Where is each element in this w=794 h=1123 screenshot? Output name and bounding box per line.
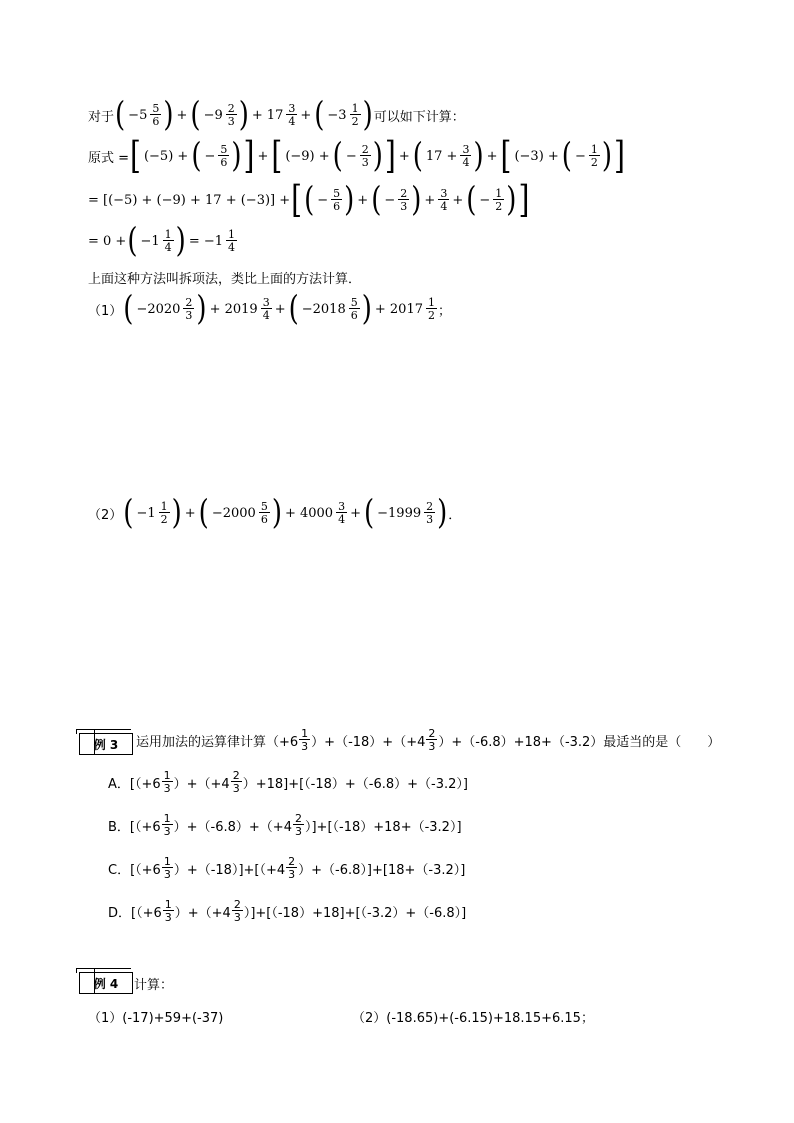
fraction: $\frac{1}{2}$ <box>160 500 168 526</box>
step3-result: = −1 <box>188 233 224 249</box>
option-c[interactable]: C．[（+6 $\frac{1}{3}$ ）+（-18）]+[（+4 $\frac{2}{3}$ ）+（-6.8）]+[18+（-3.2）] <box>108 855 466 881</box>
example-4-stem: 计算： <box>134 978 174 993</box>
method-note: 上面这种方法叫拆项法，类比上面的方法计算． <box>88 272 362 287</box>
term-whole: 17 <box>266 107 284 123</box>
fraction: $\frac{2}{3}$ <box>400 187 408 213</box>
question-2: （2） ( −1 $\frac{1}{2}$ ) + ( −2000 $\frac{5}{6}$ ) + 4000 $\frac{3}{4}$ + ( −1999 $\frac{2}{3}$ ) ． <box>88 493 462 533</box>
fraction: $\frac{2}{3}$ <box>361 143 369 169</box>
example-3-label: 例 3 <box>79 733 133 755</box>
question-end: ； <box>438 303 452 319</box>
example-3-stem: 运用加法的运算律计算（+6 $\frac{1}{3}$ ）+（-18）+（+4 $\frac{2}{3}$ ）+（-6.8）+18+（-3.2）最适当的是（ ） <box>136 727 721 753</box>
intro-line: 对于 ( −5 $\frac{5}{6}$ ) + ( −9 $\frac{2}{3}$ ) + 17 $\frac{3}{4}$ + ( −3 $\frac{1}{2}$ ) 可以如下计算： <box>88 95 465 135</box>
fraction: $\frac{1}{2}$ <box>428 296 435 322</box>
paren-open: ( <box>115 95 126 135</box>
question-label: （1） <box>88 303 123 319</box>
fraction: $\frac{1}{2}$ <box>351 102 359 128</box>
fraction: $\frac{2}{3}$ <box>426 500 434 526</box>
fraction: $\frac{1}{3}$ <box>163 769 171 795</box>
fraction: $\frac{5}{6}$ <box>220 143 228 169</box>
step-line-1: 原式 = [ (−5) + ( − $\frac{5}{6}$ ) ] + [ (−9) + ( − $\frac{2}{3}$ ) ] + ( 17 + $\frac{3}{4}$ ) + [ (−3) + ( − $\frac{1}{2}$ ) ] <box>88 133 625 178</box>
option-b[interactable]: B．[（+6 $\frac{1}{3}$ ）+（-6.8）+（+4 $\frac{2}{3}$ ）]+[（-18）+18+（-3.2）] <box>108 812 462 838</box>
fraction: $\frac{3}{4}$ <box>338 500 346 526</box>
intro-suffix: 可以如下计算： <box>373 109 465 125</box>
fraction: $\frac{2}{3}$ <box>233 898 241 924</box>
fraction: $\frac{3}{4}$ <box>440 187 448 213</box>
example-4-q1: （1）(-17)+59+(-37) <box>88 1011 224 1026</box>
option-a[interactable]: A．[（+6 $\frac{1}{3}$ ）+（+4 $\frac{2}{3}$ ）+18]+[（-18）+（-6.8）+（-3.2）] <box>108 769 468 795</box>
fraction: $\frac{2}{3}$ <box>185 296 193 322</box>
term-whole: −9 <box>203 107 223 123</box>
fraction: $\frac{1}{3}$ <box>163 855 171 881</box>
question-label: （2） <box>88 507 123 523</box>
origin-label: 原式 = <box>88 150 130 166</box>
fraction: $\frac{2}{3}$ <box>288 855 296 881</box>
step-line-3: = 0 + ( −1 $\frac{1}{4}$ ) = −1 $\frac{1}{4}$ <box>88 221 236 261</box>
step2-text: = [(−5) + (−9) + 17 + (−3)] + <box>88 192 291 208</box>
fraction: $\frac{3}{4}$ <box>262 296 270 322</box>
fraction: $\frac{2}{3}$ <box>428 727 436 753</box>
paren-open: ( <box>314 95 325 135</box>
question-1: （1） ( −2020 $\frac{2}{3}$ ) + 2019 $\frac{3}{4}$ + ( −2018 $\frac{5}{6}$ ) + 2017 $\frac{1}{2}$ ； <box>88 289 452 329</box>
paren-close: ) <box>362 95 373 135</box>
fraction: $\frac{5}{6}$ <box>152 102 160 128</box>
term-whole: −5 <box>128 107 148 123</box>
fraction: $\frac{5}{6}$ <box>333 187 341 213</box>
intro-prefix: 对于 <box>88 109 115 125</box>
example-4-q2: （2）(-18.65)+(-6.15)+18.15+6.15； <box>352 1011 594 1026</box>
option-d[interactable]: D．[（+6 $\frac{1}{3}$ ）+（+4 $\frac{2}{3}$ ）]+[（-18）+18]+[（-3.2）+（-6.8）] <box>108 898 467 924</box>
fraction: $\frac{1}{3}$ <box>301 727 309 753</box>
fraction: $\frac{5}{6}$ <box>350 296 358 322</box>
fraction: $\frac{1}{4}$ <box>228 228 236 254</box>
paren-open: ( <box>190 95 201 135</box>
fraction: $\frac{3}{4}$ <box>462 143 470 169</box>
fraction: $\frac{2}{3}$ <box>232 769 240 795</box>
term-whole: −3 <box>327 107 347 123</box>
paren-close: ) <box>163 95 174 135</box>
question-end: ． <box>448 507 462 523</box>
fraction: $\frac{1}{3}$ <box>164 898 172 924</box>
step-line-2: = [(−5) + (−9) + 17 + (−3)] + [ ( − $\frac{5}{6}$ ) + ( − $\frac{2}{3}$ ) + $\frac{3}{4}$ + ( − $\frac{1}{2}$ ) ] <box>88 177 530 222</box>
fraction: $\frac{5}{6}$ <box>260 500 268 526</box>
paren-close: ) <box>238 95 249 135</box>
step3-prefix: = 0 + <box>88 233 127 249</box>
example-4-label: 例 4 <box>79 972 133 994</box>
fraction: $\frac{3}{4}$ <box>288 102 296 128</box>
fraction: $\frac{2}{3}$ <box>294 812 302 838</box>
fraction: $\frac{1}{2}$ <box>590 143 598 169</box>
fraction: $\frac{1}{3}$ <box>163 812 171 838</box>
fraction: $\frac{2}{3}$ <box>227 102 235 128</box>
fraction: $\frac{1}{2}$ <box>495 187 503 213</box>
fraction: $\frac{1}{4}$ <box>164 228 172 254</box>
